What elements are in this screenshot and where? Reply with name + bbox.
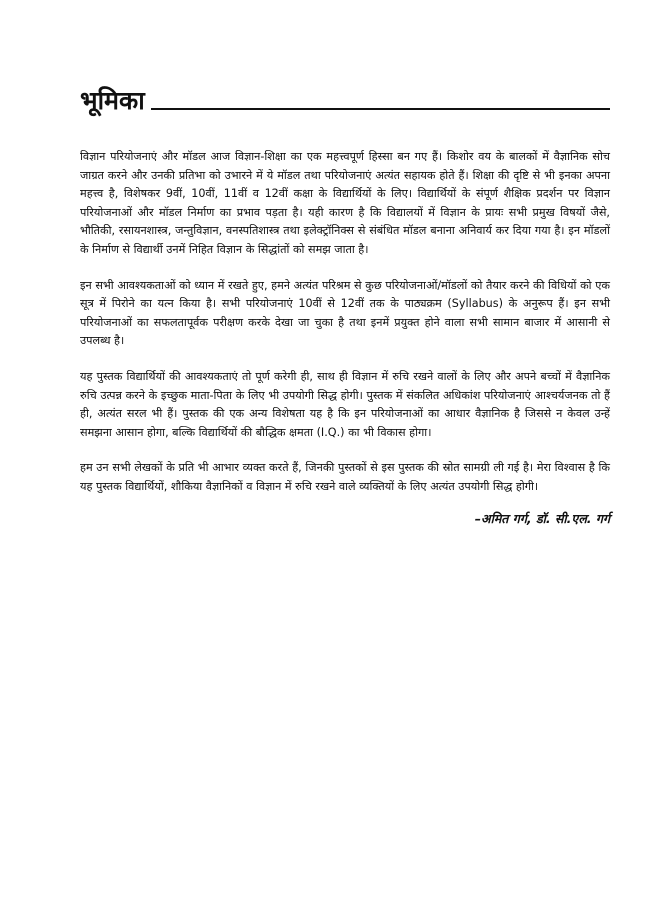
paragraph-3: यह पुस्तक विद्यार्थियों की आवश्यकताएं तो पूर्ण करेगी ही, साथ ही विज्ञान में रुचि रखने वालों के लिए और अपने बच्चों में वैज्ञानिक रुचि उत्पन्न करने के इच्छुक माता-पिता के लिए भी उपयोगी सिद्ध होगी। पुस्तक में संकलित अधिकांश परियोजनाएं आश्चर्यजनक तो हैं ही, अत्यंत सरल भी हैं। पुस्तक की एक अन्य विशेषता यह है कि इन परियोजनाओं का आधार वैज्ञानिक है जिससे न केवल उन्हें समझना आसान होगा, बल्कि विद्यार्थियों की बौद्धिक क्षमता (I.Q.) का भी विकास होगा। [80, 369, 610, 439]
paragraph-1: विज्ञान परियोजनाएं और मॉडल आज विज्ञान-शिक्षा का एक महत्त्वपूर्ण हिस्सा बन गए हैं। किशोर वय के बालकों में वैज्ञानिक सोच जाग्रत करने और उनकी प्रतिभा को उभारने में ये मॉडल तथा परियोजनाएं अत्यंत सहायक होते हैं। शिक्षा की दृष्टि से भी इनका अपना महत्त्व है, विशेषकर 9वीं, 10वीं, 11वीं व 12वीं कक्षा के विद्यार्थियों के लिए। विद्यार्थियों के संपूर्ण शैक्षिक प्रदर्शन पर विज्ञान परियोजनाओं और मॉडल निर्माण का प्रभाव पड़ता है। यही कारण है कि विद्यालयों में विज्ञान के प्रायः सभी प्रमुख विषयों जैसे, भौतिकी, रसायनशास्त्र, जन्तुविज्ञान, वनस्पतिशास्त्र तथा इलेक्ट्रॉनिक्स से संबंधित मॉडल बनाना अनिवार्य कर दिया गया है। इन मॉडलों के निर्माण से विद्यार्थी उनमें निहित विज्ञान के सिद्धांतों को समझ जाता है। [80, 150, 610, 256]
paragraph-4: हम उन सभी लेखकों के प्रति भी आभार व्यक्त करते हैं, जिनकी पुस्तकों से इस पुस्तक की स्रोत सामग्री ली गई है। मेरा विश्वास है कि यह पुस्तक विद्यार्थियों, शौकिया वैज्ञानिकों व विज्ञान में रुचि रखने वाले व्यक्तियों के लिए अत्यंत उपयोगी सिद्ध होगी। [80, 461, 610, 493]
heading-rule [151, 108, 610, 110]
page-title: भूमिका [80, 86, 145, 115]
preface-page [80, 80, 610, 528]
heading-row [80, 80, 610, 116]
author-signature: –अमित गर्ग, डॉ. सी.एल. गर्ग [474, 510, 610, 526]
paragraph-2: इन सभी आवश्यकताओं को ध्यान में रखते हुए, हमने अत्यंत परिश्रम से कुछ परियोजनाओं/मॉडलों को तैयार करने की विधियों को एक सूत्र में पिरोने का यत्न किया है। सभी परियोजनाएं 10वीं से 12वीं तक के पाठ्यक्रम (Syllabus) के अनुरूप हैं। इन सभी परियोजनाओं का सफलतापूर्वक परीक्षण करके देखा जा चुका है तथा इनमें प्रयुक्त होने वाला सभी सामान बाजार में आसानी से उपलब्ध है। [80, 278, 610, 348]
